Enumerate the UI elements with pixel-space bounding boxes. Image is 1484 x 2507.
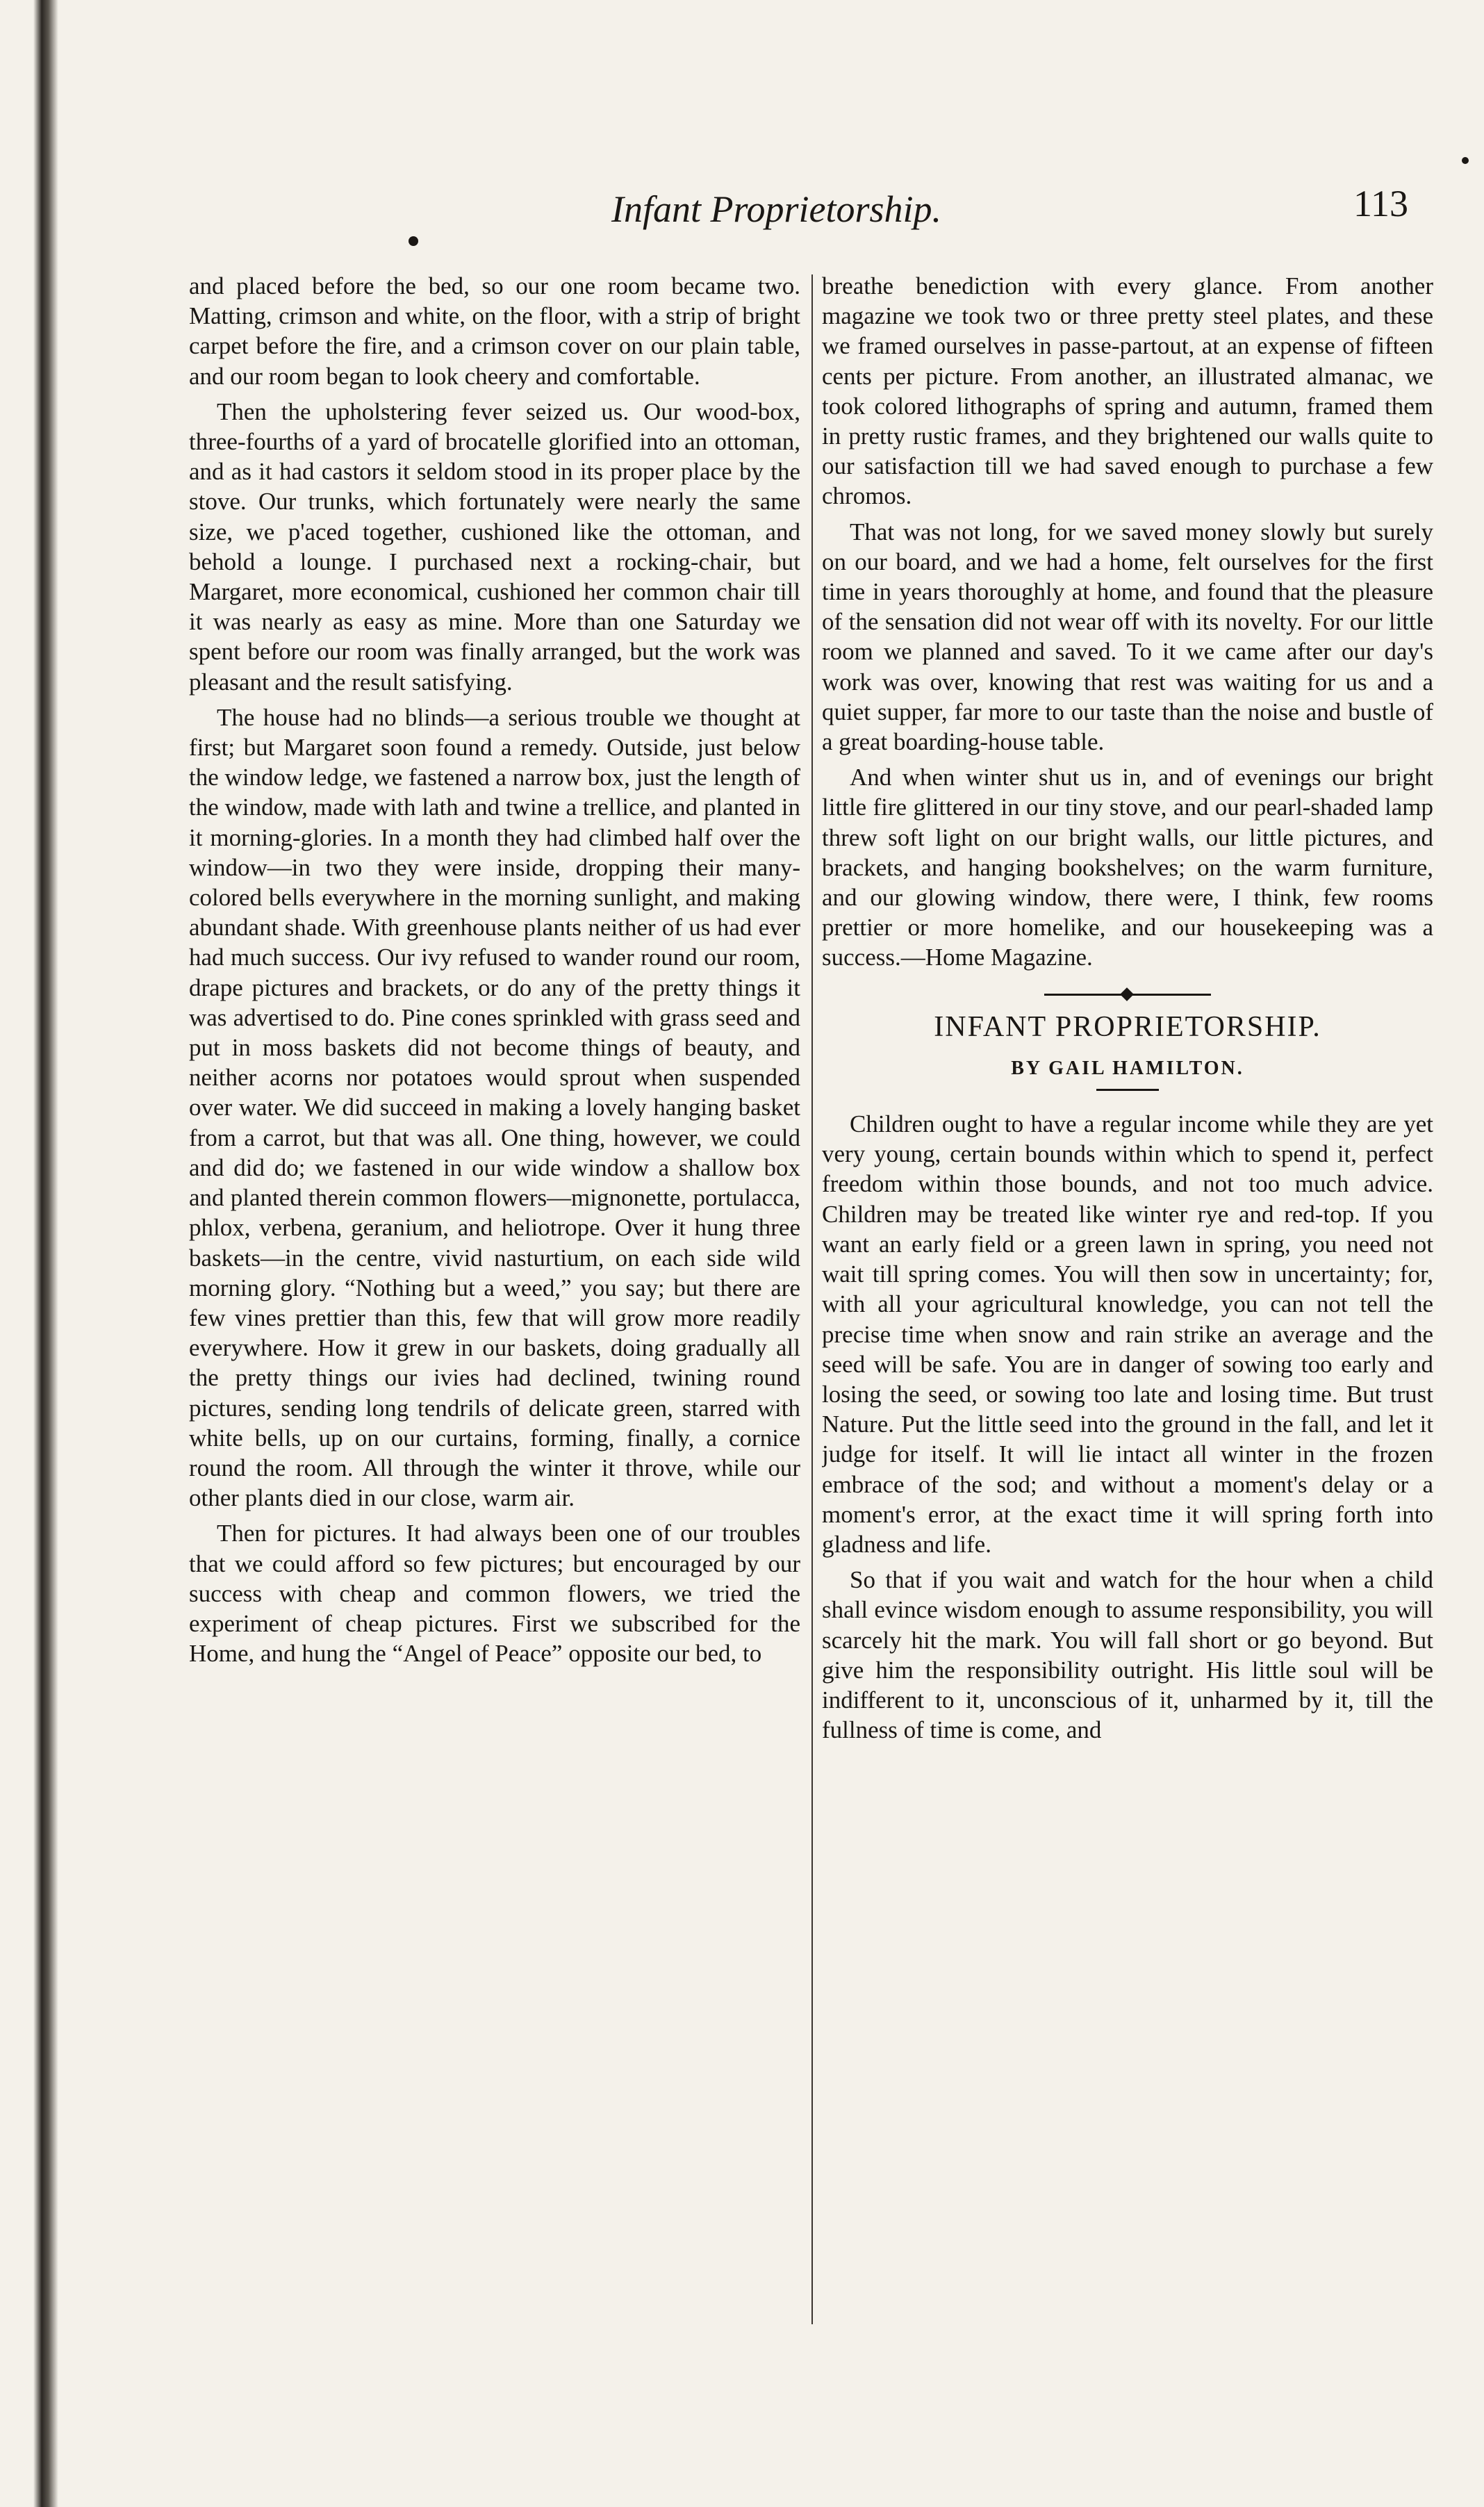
byline: BY GAIL HAMILTON. <box>1011 1057 1244 1079</box>
byline-rule <box>1096 1089 1159 1091</box>
paragraph: Then for pictures. It had always been one of our troubles that we could afford so few pictures; but encouraged by our success with cheap and common flowers, we tried the experiment of cheap pictures. First we subscribed for the Home, and hung the “Angel of Peace” opposite our bed, to <box>189 1520 800 1668</box>
running-title: Infant Proprietorship. <box>611 188 942 230</box>
paragraph: And when winter shut us in, and of evenings our bright little fire glittered in our tiny stove, and our pearl-shaded lamp threw soft light on our bright walls, our little pictures, and brackets, and hanging bookshelves; on the warm furniture, and our glowing window, there were, I think, few rooms prettier or more homelike, and our housekeeping was a success.—Home Magazine. <box>822 764 1433 971</box>
paragraph: Then the upholstering fever seized us. Our wood-box, three-fourths of a yard of brocatelle glorified into an ottoman, and as it had castors it seldom stood in its proper place by the stove. Our trunks, which fortunately were nearly the same size, we p'aced together, cushioned like the ottoman, and behold a lounge. I purchased next a rocking-chair, but Margaret, more economical, cushioned her common chair till it was nearly as easy as mine. More than one Saturday we spent before our room was finally arranged, but the work was pleasant and the result satisfying. <box>189 397 800 696</box>
paragraph: So that if you wait and watch for the hour when a child shall evince wisdom enough to assume responsibility, you will scarcely hit the mark. You will fall short or go beyond. But give him the responsibility outright. His little soul will be indifferent to it, unconscious of it, unharmed by it, till the fullness of time is come, and <box>822 1566 1433 1744</box>
rule-ornament <box>1120 987 1134 1001</box>
left-column <box>189 271 800 2383</box>
article-title: INFANT PROPRIETORSHIP. <box>934 1010 1321 1043</box>
right-column <box>822 271 1433 2383</box>
page-number: 113 <box>1353 183 1408 224</box>
section-rule <box>1044 994 1211 996</box>
paragraph: The house had no blinds—a serious trouble we thought at first; but Margaret soon found a remedy. Outside, just below the window ledge, we fastened a narrow box, just the length of the window, made with lath and twine a trellice, and planted in it morning-glories. In a month they had climbed half over the window—in two they were inside, dropping their many-colored bells everywhere in the morning sunlight, and making abundant shade. With greenhouse plants neither of us had ever had much success. Our ivy refused to wander round our room, drape pictures and brackets, or do any of the pretty things it was advertised to do. Pine cones sprinkled with grass seed and put in moss baskets did not become things of beauty, and neither acorns nor potatoes would sprout when suspended over water. We did succeed in making a lovely hanging basket from a carrot, but that was all. One thing, however, we could and did do; we fastened in our wide window a shallow box and planted therein common flowers—mignonette, portulacca, phlox, verbena, geranium, and heliotrope. Over it hung three baskets—in the centre, vivid nasturtium, on each side wild morning glory. “Nothing but a weed,” you say; but there are few vines prettier than this, few that will grow more readily everywhere. How it grew in our baskets, doing gradually all the pretty things our ivies had declined, twining round pictures, sending long tendrils of delicate green, starred with white bells, up on our curtains, forming, finally, a cornice round the room. All through the winter it throve, while our other plants died in our close, warm air. <box>189 703 800 1512</box>
ink-speck <box>409 236 418 246</box>
ink-speck <box>1462 157 1469 164</box>
paragraph: That was not long, for we saved money slowly but surely on our board, and we had a home, felt ourselves for the first time in years thoroughly at home, and found that the pleasure of the sensation did not wear off with its novelty. For our little room we planned and saved. To it we came after our day's work was over, knowing that rest was waiting for us and a quiet supper, far more to our taste than the noise and bustle of a great boarding-house table. <box>822 518 1433 756</box>
page-binding-shadow <box>0 0 83 2507</box>
paragraph: Children ought to have a regular income while they are yet very young, certain bounds within which to spend it, perfect freedom within those bounds, and not too much advice. Children may be treated like winter rye and red-top. If you want an early field or a green lawn in spring, you need not wait till spring comes. You will then sow in uncertainty; for, with all your agricultural knowledge, you can not tell the precise time when snow and rain strike an average and the seed will be safe. You are in danger of sowing too early and losing the seed, or sowing too late and losing time. But trust Nature. Put the little seed into the ground in the fall, and let it judge for itself. It will lie intact all winter in the frozen embrace of the sod; and without a moment's delay or a moment's error, at the exact time it will spring forth into gladness and life. <box>822 1110 1433 1558</box>
paragraph: and placed before the bed, so our one room became two. Matting, crimson and white, on the floor, with a strip of bright carpet before the fire, and a crimson cover on our plain table, and our room began to look cheery and comfortable. <box>189 272 800 390</box>
paragraph: breathe benediction with every glance. From another magazine we took two or three pretty steel plates, and these we framed ourselves in passe-partout, at an expense of fifteen cents per picture. From another, an illustrated almanac, we took colored lithographs of spring and autumn, framed them in pretty rustic frames, and they brightened our walls quite to our satisfaction till we had saved enough to purchase a few chromos. <box>822 272 1433 510</box>
column-divider <box>811 274 813 2324</box>
